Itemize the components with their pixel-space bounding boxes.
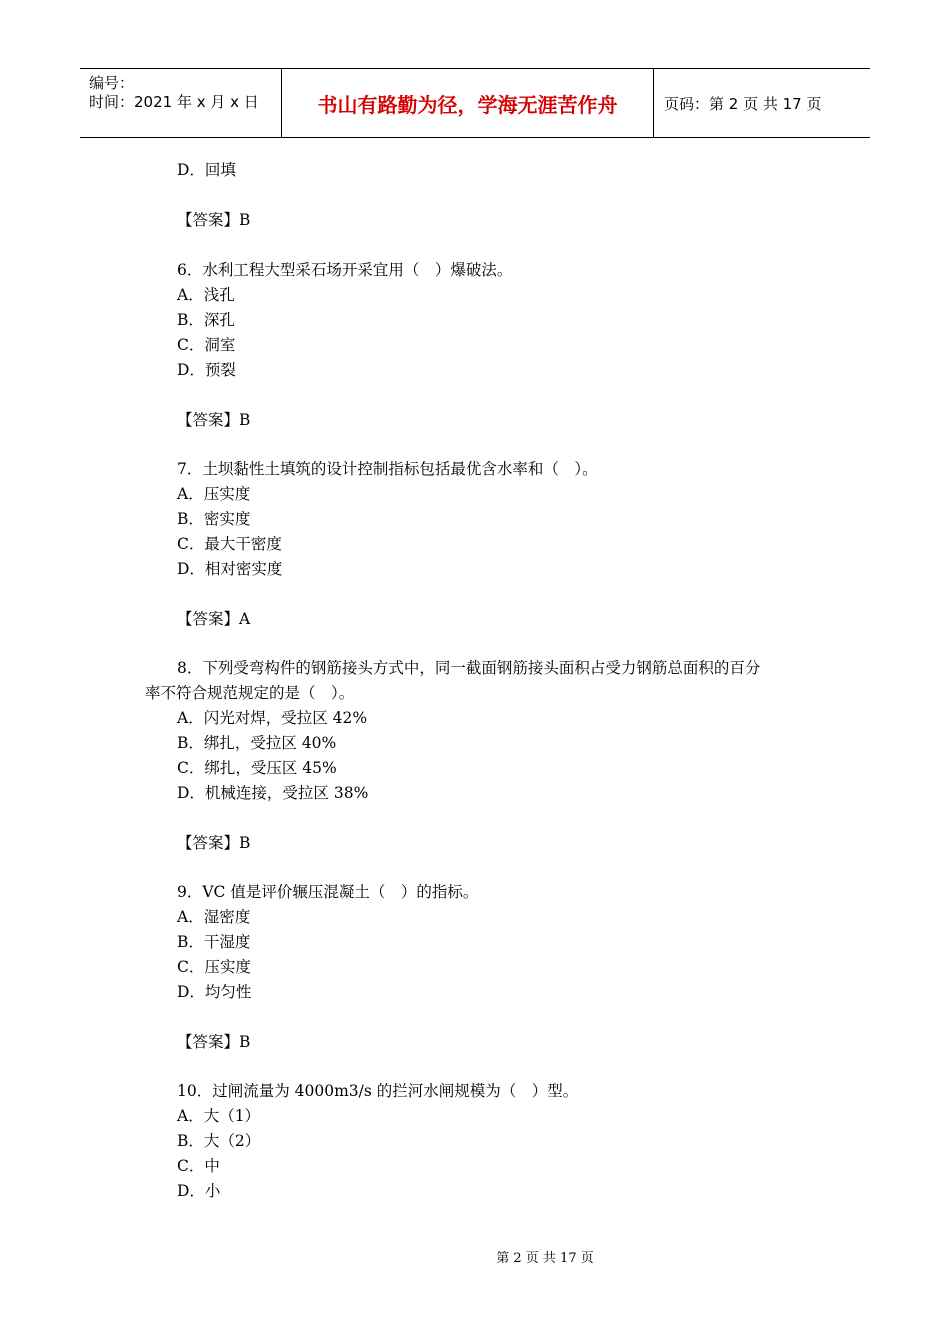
question-line: 6．水利工程大型采石场开采宜用（ ）爆破法。 xyxy=(177,261,513,279)
option-line: B．干湿度 xyxy=(177,933,251,951)
page-footer: 第 2 页 共 17 页 xyxy=(496,1251,594,1266)
option-line: D．相对密实度 xyxy=(177,560,283,578)
header-page-label: 页码：第 2 页 共 17 页 xyxy=(664,94,822,113)
option-line: C．中 xyxy=(177,1157,220,1175)
option-line: B．深孔 xyxy=(177,311,235,329)
question-line: 9．VC 值是评价辗压混凝土（ ）的指标。 xyxy=(177,883,479,901)
option-line: B．大（2） xyxy=(177,1132,261,1150)
option-line: A．湿密度 xyxy=(177,908,251,926)
question-line: 率不符合规范规定的是（ ）。 xyxy=(145,684,355,702)
answer-line: 【答案】B xyxy=(177,211,251,229)
option-line: A．压实度 xyxy=(177,485,251,503)
option-line: A．浅孔 xyxy=(177,286,235,304)
header-motto: 书山有路勤为径，学海无涯苦作舟 xyxy=(317,92,618,117)
option-line: A．大（1） xyxy=(177,1107,261,1125)
option-line: B．密实度 xyxy=(177,510,251,528)
answer-line: 【答案】B xyxy=(177,411,251,429)
question-line: 10．过闸流量为 4000m3/s 的拦河水闸规模为（ ）型。 xyxy=(177,1082,579,1100)
question-line: 7．土坝黏性土填筑的设计控制指标包括最优含水率和（ ）。 xyxy=(177,460,598,478)
option-line: D．均匀性 xyxy=(177,983,252,1001)
answer-line: 【答案】B xyxy=(177,1033,251,1051)
option-line: C．洞室 xyxy=(177,336,236,354)
answer-line: 【答案】A xyxy=(177,610,251,628)
option-line: C．压实度 xyxy=(177,958,251,976)
number-label: 编号： xyxy=(89,74,135,92)
question-line: 8．下列受弯构件的钢筋接头方式中，同一截面钢筋接头面积占受力钢筋总面积的百分 xyxy=(177,659,761,677)
option-line: D．小 xyxy=(177,1182,221,1200)
option-line: D．预裂 xyxy=(177,361,236,379)
header-page-cell xyxy=(654,69,870,137)
header-meta xyxy=(80,69,282,137)
option-line: B．绑扎，受拉区 40% xyxy=(177,734,337,752)
page-header xyxy=(80,68,870,138)
option-line: A．闪光对焊，受拉区 42% xyxy=(177,709,368,727)
option-line: D．机械连接，受拉区 38% xyxy=(177,784,369,802)
header-motto-cell xyxy=(282,69,654,137)
answer-line: 【答案】B xyxy=(177,834,251,852)
option-line: C．绑扎，受压区 45% xyxy=(177,759,337,777)
option-line: D．回填 xyxy=(177,161,236,179)
option-line: C．最大干密度 xyxy=(177,535,282,553)
time-label: 时间：2021 年 x 月 x 日 xyxy=(89,93,259,111)
